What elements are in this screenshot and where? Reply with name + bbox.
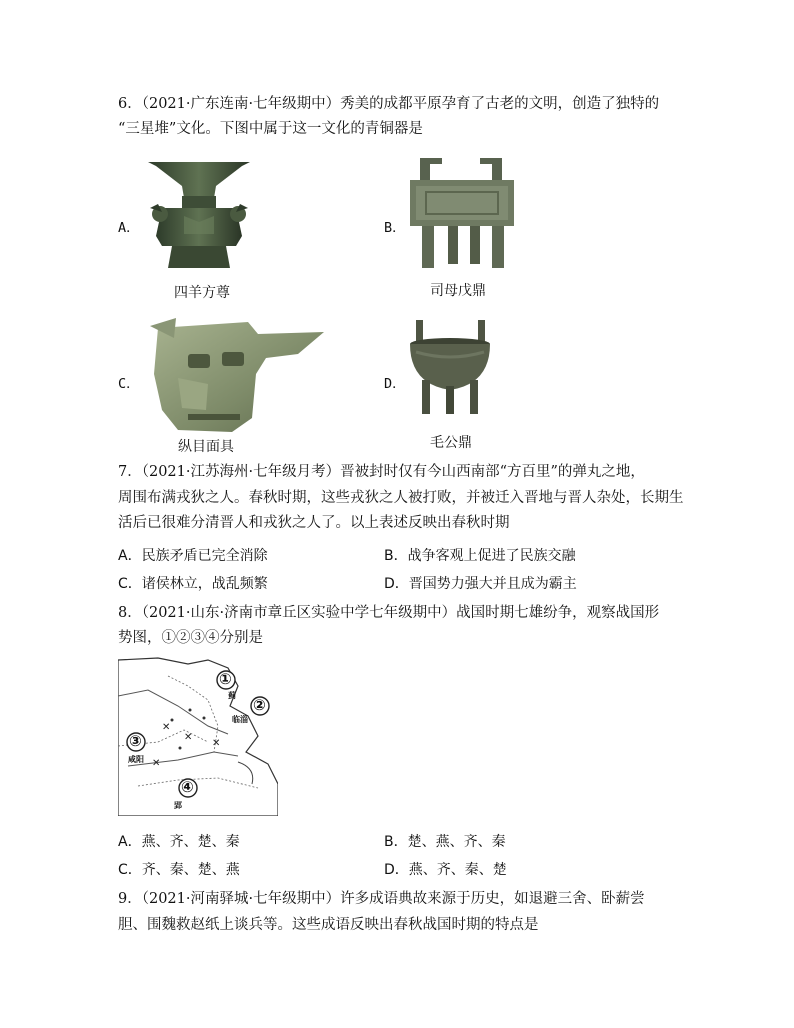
map-label-linzi: 临淄 [232,715,248,724]
svg-text:✕: ✕ [184,732,193,743]
map-label-ji: 蓟 [228,691,236,700]
svg-text:✕: ✕ [152,758,161,769]
q6-option-b-letter[interactable]: B． [384,220,406,236]
q6-option-d-letter[interactable]: D． [384,376,406,392]
q6-stem-line1: 6．（2021·广东连南·七年级期中）秀美的成都平原孕育了古老的文明，创造了独特的 [118,96,660,112]
map-marker-3: ③ [129,732,142,750]
q6-option-c-caption: 纵目面具 [178,439,234,455]
q7-option-d[interactable]: D．晋国势力强大并且成为霸主 [384,576,577,592]
warring-states-map [118,656,278,816]
q9-stem-line2: 胆、围魏救赵纸上谈兵等。这些成语反映出春秋战国时期的特点是 [118,917,539,933]
q7-option-c[interactable]: C．诸侯林立，战乱频繁 [118,576,268,592]
q6-option-a-caption: 四羊方尊 [174,285,230,301]
four-ram-zun-image [144,156,254,274]
q7-stem-line1: 7．（2021·江苏海州·七年级月考）晋被封时仅有今山西南部“方百里”的弹丸之地， [118,464,645,480]
q8-option-a[interactable]: A．燕、齐、楚、秦 [118,834,240,850]
q6-option-a-letter[interactable]: A． [118,220,140,236]
q8-stem-line2: 势图，①②③④分别是 [118,630,263,646]
q9-stem-line1: 9．（2021·河南驿城·七年级期中）许多成语典故来源于历史，如退避三舍、卧薪尝 [118,891,645,907]
q7-option-b[interactable]: B．战争客观上促进了民族交融 [384,548,576,564]
map-marker-1: ① [219,670,232,688]
svg-text:✕: ✕ [162,722,171,733]
q7-option-a[interactable]: A．民族矛盾已完全消除 [118,548,268,564]
q8-option-d[interactable]: D．燕、齐、秦、楚 [384,862,507,878]
map-marker-2: ② [253,696,266,714]
svg-text:✕: ✕ [212,738,221,749]
map-marker-4: ④ [181,778,194,796]
map-label-xianyang: 咸阳 [128,755,144,764]
simuwu-ding-image [408,156,516,272]
q7-stem-line3: 活后已很难分清晋人和戎狄之人了。以上表述反映出春秋时期 [118,515,510,531]
map-label-ying: 郢 [174,801,182,810]
q6-option-c-letter[interactable]: C． [118,376,140,392]
q6-stem-line2: “三星堆”文化。下图中属于这一文化的青铜器是 [118,121,423,137]
maogong-ding-image [406,318,494,418]
q8-option-b[interactable]: B．楚、燕、齐、秦 [384,834,506,850]
bronze-mask-image [148,314,326,434]
q8-stem-line1: 8．（2021·山东·济南市章丘区实验中学七年级期中）战国时期七雄纷争，观察战国形 [118,605,660,621]
q7-stem-line2: 周围布满戎狄之人。春秋时期，这些戎狄之人被打败，并被迁入晋地与晋人杂处，长期生 [118,490,684,506]
q6-option-d-caption: 毛公鼎 [430,435,472,451]
q6-option-b-caption: 司母戊鼎 [430,283,486,299]
q8-option-c[interactable]: C．齐、秦、楚、燕 [118,862,240,878]
